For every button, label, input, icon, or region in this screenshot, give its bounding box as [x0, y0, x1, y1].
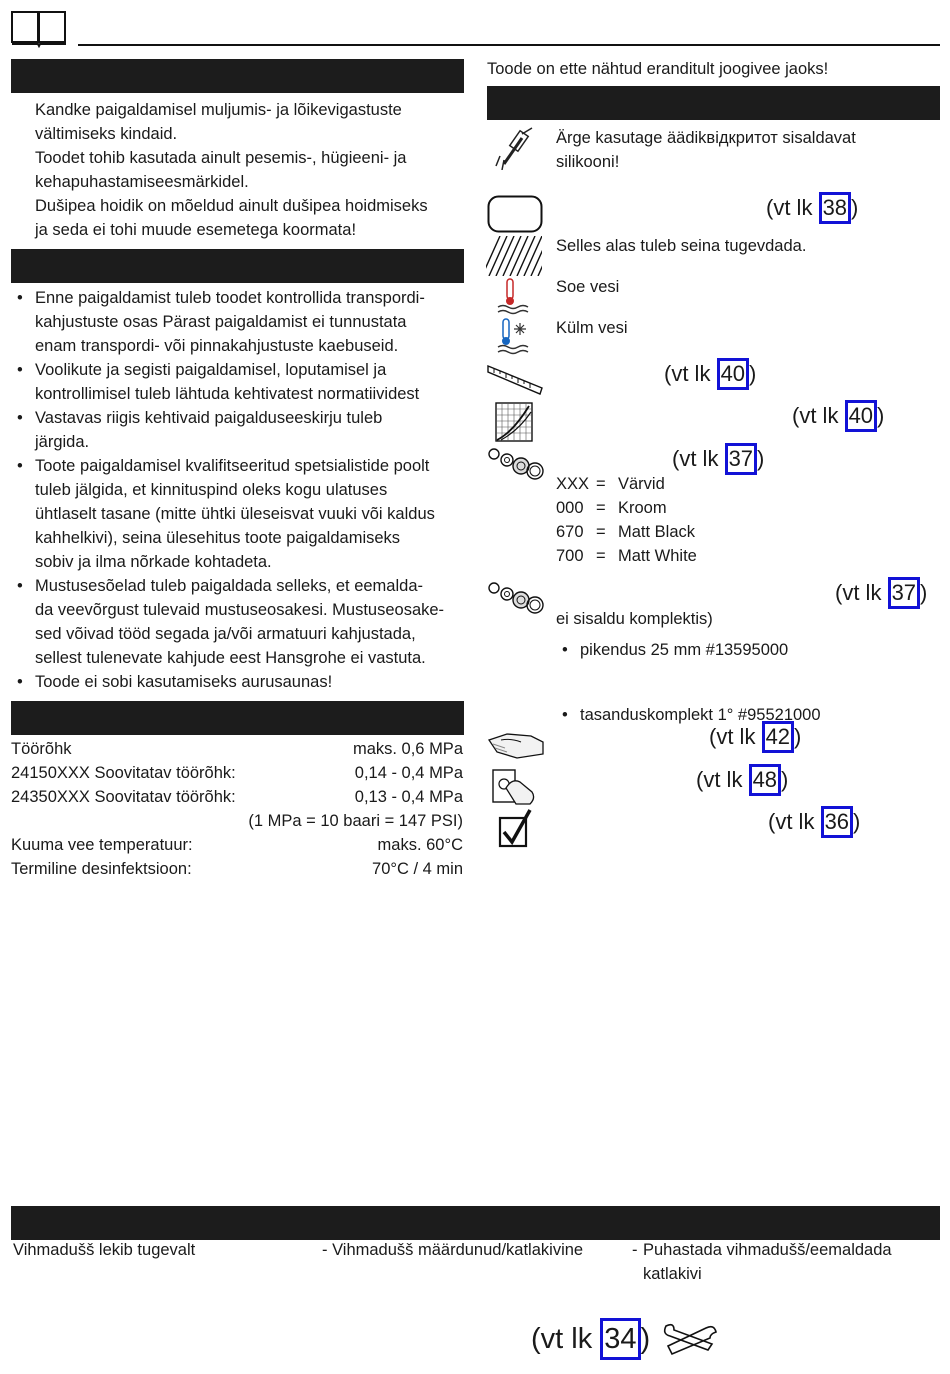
fault-remedy: Puhastada vihmadušš/eemaldada katlakivi [643, 1241, 892, 1283]
color-name: Matt Black [618, 523, 696, 541]
hand-operation-icon [490, 764, 540, 806]
ref-page-37-accessories[interactable]: (vt lk 37 ) [835, 577, 927, 609]
ref-page-42[interactable]: (vt lk 42 ) [709, 721, 801, 753]
spec-label: 24150XXX Soovitatav töörõhk: [11, 764, 236, 782]
color-code: XXX [556, 475, 590, 493]
flow-diagram-icon [495, 402, 533, 442]
cold-water-icon [494, 317, 534, 357]
spec-row [11, 761, 463, 785]
book-icon [10, 10, 68, 48]
color-code-row [556, 496, 856, 520]
color-name: Värvid [618, 475, 665, 493]
ref-page-40-flow[interactable]: (vt lk 40 ) [792, 400, 884, 432]
spec-label: 24350XXX Soovitatav töörõhk: [11, 788, 236, 806]
wrench-icon [660, 1320, 718, 1356]
cold-water-label: Külm vesi [556, 319, 628, 337]
color-code: 700 [556, 547, 584, 565]
spec-value: (1 MPa = 10 baari = 147 PSI) [248, 812, 463, 830]
drinking-water-note: Toode on ette nähtud eranditult joogivee jaoks! [487, 60, 829, 78]
color-eq: = [596, 547, 606, 565]
color-codes [556, 472, 856, 568]
silicone-warning: Ärge kasutage äädikвідкритот sisaldavat silikooni! [556, 129, 856, 171]
color-eq: = [596, 499, 606, 517]
color-eq: = [596, 475, 606, 493]
spec-row [11, 737, 463, 761]
color-code-row [556, 544, 856, 568]
fault-problem: Vihmadušš lekib tugevalt [13, 1241, 196, 1259]
spec-label: Töörõhk [11, 740, 72, 758]
checkbox-icon [498, 808, 532, 848]
installation-bullets [11, 286, 466, 694]
hatched-wall-icon [486, 236, 542, 276]
ref-page-37-parts[interactable]: (vt lk 37 ) [672, 443, 764, 475]
installation-bullet: • Toode ei sobi kasutamiseks aurusaunas! [11, 670, 466, 694]
rounded-rectangle-icon [487, 195, 543, 233]
color-code: 670 [556, 523, 584, 541]
section-bar-symbols [487, 86, 940, 120]
section-bar-safety [11, 59, 464, 93]
accessory-item: • tasanduskomplekt 1° #95521000 [556, 703, 950, 727]
spare-parts-icon [487, 580, 545, 616]
color-name: Matt White [618, 547, 697, 565]
spec-row [11, 809, 463, 833]
section-bar-technical [11, 701, 464, 735]
header-rule [78, 44, 940, 46]
spec-label: Termiline desinfektsioon: [11, 860, 192, 878]
spare-parts-icon [487, 446, 545, 482]
wall-reinforce-text: Selles alas tuleb seina tugevdada. [556, 237, 807, 255]
fault-remedy-prefix: - [632, 1241, 638, 1259]
color-code-row [556, 472, 856, 496]
not-included-text: ei sisaldu komplektis) [556, 610, 713, 628]
ref-page-36[interactable]: (vt lk 36 ) [768, 806, 860, 838]
fault-cause: - Vihmadušš määrdunud/katlakivine [322, 1241, 584, 1259]
installation-bullet: • Voolikute ja segisti paigaldamisel, loputamisel ja kontrollimisel tuleb lähtuda kehtivatest normatiividest [11, 358, 466, 406]
ref-page-48[interactable]: (vt lk 48 ) [696, 764, 788, 796]
color-eq: = [596, 523, 606, 541]
spec-value: 0,14 - 0,4 MPa [354, 764, 463, 782]
spec-value: 70°C / 4 min [372, 860, 463, 878]
hot-water-label: Soe vesi [556, 278, 620, 296]
safety-text: Kandke paigaldamisel muljumis- ja lõikevigastuste vältimiseks kindaid. Toodet tohib kasutada ainult pesemis-, hügieeni- ja kehapuhastamiseesmärkidel. Dušipea hoidik on mõeldud ainult dušipea hoidmiseks ja seda ei tohi muude esemetega koormata! [35, 101, 428, 239]
installation-bullet: • Toote paigaldamisel kvalifitseeritud spetsialistide poolt tuleb jälgida, et kinnituspind oleks kogu ulatuses ühtlaselt tasane (mitte ühtki üleseisvat vuuki või kaldus kahhelkivi), seina ülesehitus toote paigaldamiseks sobiv ja ilma nõrkade kohtadeta. [11, 454, 466, 574]
installation-bullet: • Enne paigaldamist tuleb toodet kontrollida transpordi- kahjustuste osas Pärast paigaldamist ei tunnustata enam transpordi- või pinnakahjustuste kaebuseid. [11, 286, 466, 358]
accessory-item: • pikendus 25 mm #13595000 [556, 638, 950, 662]
footer-ref-page-34[interactable]: (vt lk 34 ) [531, 1318, 650, 1360]
installation-bullet: • Mustusesõelad tuleb paigaldada selleks, et eemalda- da veevõrgust tulevaid mustuseosakesi. Mustuseosake- sed võivad tööd segada ja/või armatuuri kahjustada, sellest tulenevate kahjude eest Hansgrohe ei vastuta. [11, 574, 466, 670]
hot-water-icon [494, 277, 534, 317]
ref-page-38[interactable]: (vt lk 38 ) [766, 192, 858, 224]
silicone-gun-icon [492, 126, 540, 170]
color-code-row [556, 520, 856, 544]
color-code: 000 [556, 499, 584, 517]
spec-label: Kuuma vee temperatuur: [11, 836, 193, 854]
spec-row [11, 833, 463, 857]
color-name: Kroom [618, 499, 667, 517]
section-bar-faults [11, 1206, 940, 1240]
spec-value: maks. 0,6 MPa [352, 740, 463, 758]
spec-value: 0,13 - 0,4 MPa [354, 788, 463, 806]
ruler-icon [486, 360, 544, 398]
spec-row [11, 857, 463, 881]
cleaning-hand-icon [487, 720, 545, 762]
section-bar-installation [11, 249, 464, 283]
spec-value: maks. 60°C [377, 836, 463, 854]
technical-specs [11, 737, 463, 881]
spec-row [11, 785, 463, 809]
installation-bullet: • Vastavas riigis kehtivaid paigalduseeskirju tuleb järgida. [11, 406, 466, 454]
ref-page-40-dimensions[interactable]: (vt lk 40 ) [664, 358, 756, 390]
